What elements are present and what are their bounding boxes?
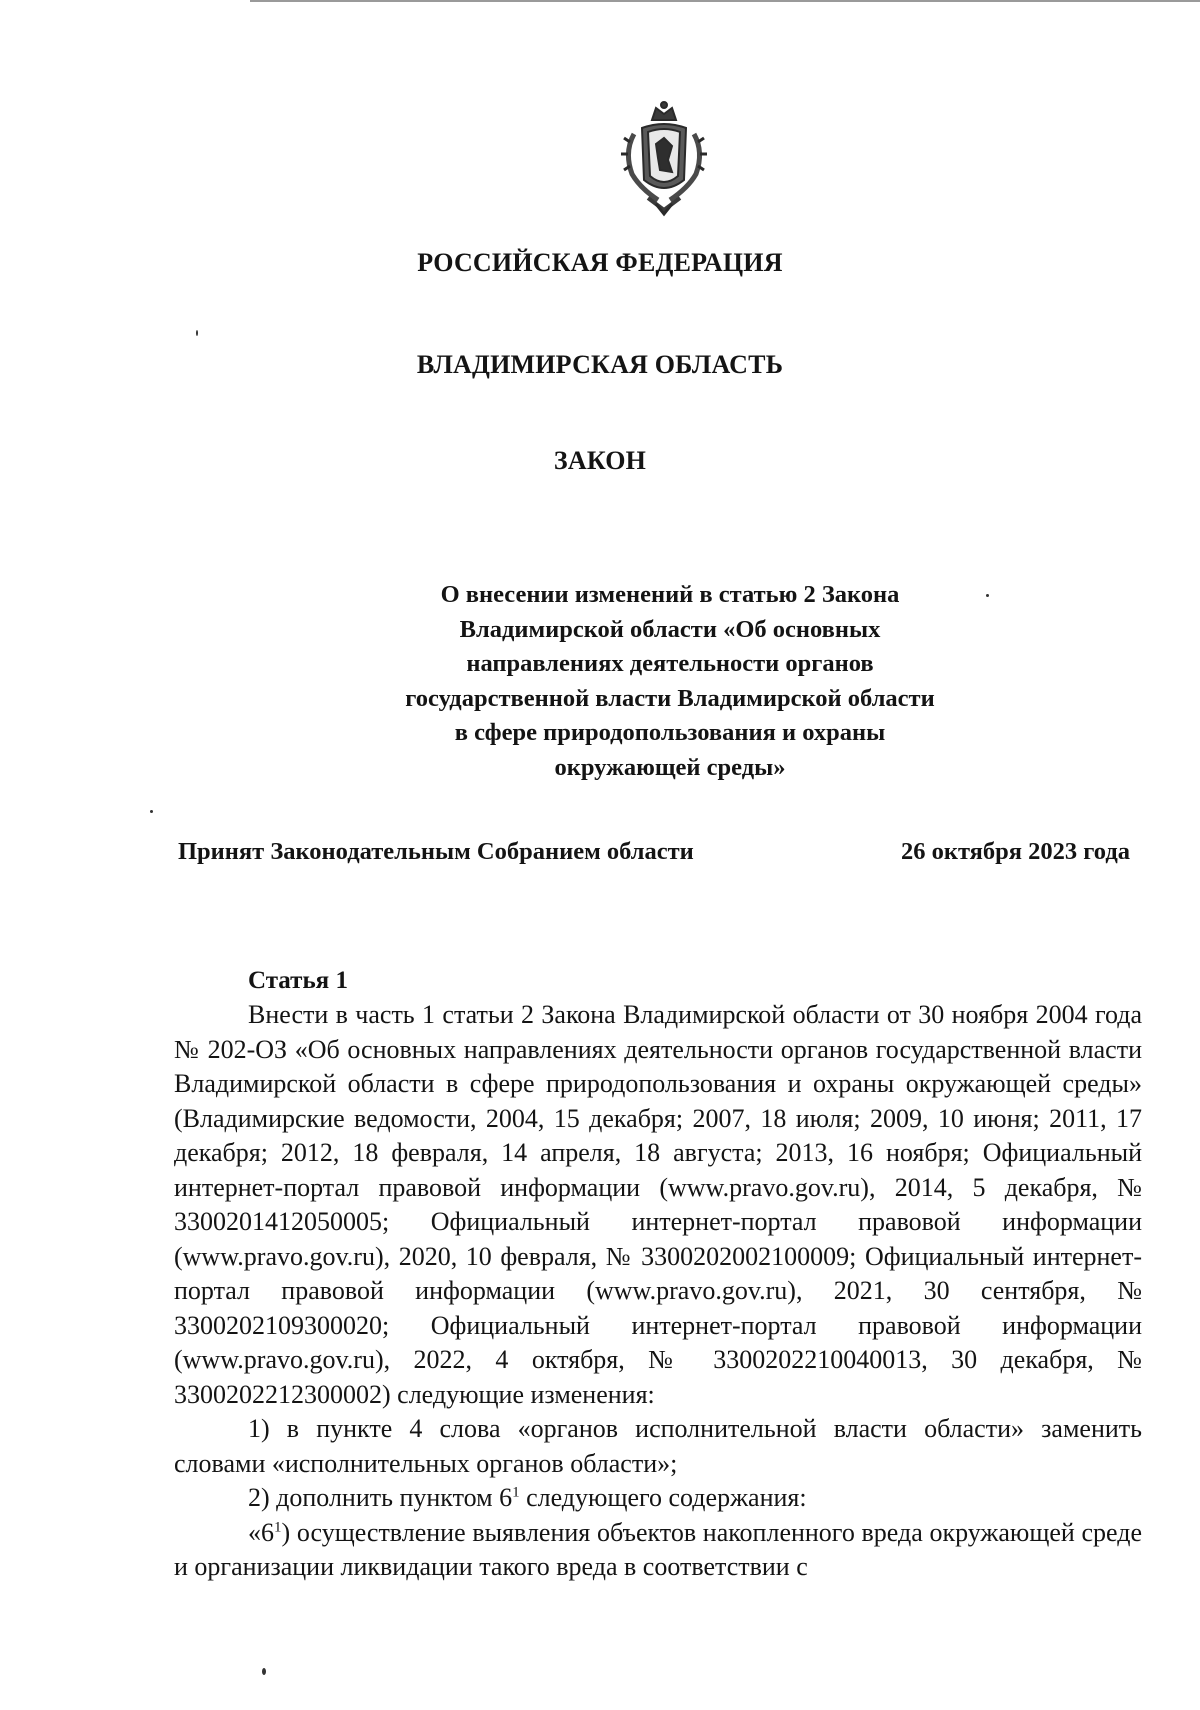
new-point-open: «6 (248, 1517, 274, 1547)
article-title: Статья 1 (248, 967, 348, 994)
document-type-heading: ЗАКОН (553, 446, 647, 475)
scan-speck (196, 330, 198, 336)
scan-speck (262, 1668, 266, 1675)
article-1 (174, 964, 1142, 1585)
superscript: 1 (274, 1518, 282, 1535)
scan-speck (150, 810, 153, 813)
adoption-label: Принят Законодательным Собранием области (178, 838, 694, 865)
region-heading: ВЛАДИМИРСКАЯ ОБЛАСТЬ (416, 350, 784, 379)
amendment-item-1: 1) в пункте 4 слова «органов исполнительной власти области» заменить словами «исполнительных органов области»; (174, 1414, 1142, 1478)
scan-speck (986, 594, 989, 597)
law-title-line: О внесении изменений в статью 2 Закона (440, 581, 900, 608)
law-title-line: Владимирской области «Об основных (459, 615, 881, 643)
adoption-line (178, 838, 1130, 866)
coat-of-arms-emblem (612, 98, 716, 218)
superscript: 1 (512, 1484, 520, 1501)
adoption-date: 26 октября 2023 года (900, 838, 1130, 865)
amendment-item-2 (174, 1481, 1142, 1516)
new-point-6-1 (174, 1516, 1142, 1585)
law-title-line: государственной власти Владимирской области (405, 684, 935, 712)
scan-top-edge (250, 0, 1200, 2)
article-intro-paragraph: Внести в часть 1 статьи 2 Закона Владимирской области от 30 ноября 2004 года № 202-ОЗ «Об основных направлениях деятельности органов государственной власти Владимирской области в сфере природопользования и охраны окружающей среды» (Владимирские ведомости, 2004, 15 декабря; 2007, 18 июля; 2009, 10 июня; 2011, 17 декабря; 2012, 18 февраля, 14 апреля, 18 августа; 2013, 16 ноября; Официальный интернет-портал правовой информации (www.pravo.gov.ru), 2014, 5 декабря, № 3300201412050005; Официальный интернет-портал правовой информации (www.pravo.gov.ru), 2020, 10 февраля, № 3300202002100009; Официальный интернет-портал правовой информации (www.pravo.gov.ru), 2021, 30 сентября, № 3300202109300020; Официальный интернет-портал правовой информации (www.pravo.gov.ru), 2022, 4 октября, № 3300202210040013, 30 декабря, № 3300202212300002) следующие изменения: (174, 1000, 1142, 1409)
item2-text-end: следующего содержания: (519, 1483, 807, 1512)
new-point-text: ) осуществление выявления объектов накопленного вреда окружающей среде и организации ликвидации такого вреда в соответствии с (174, 1517, 1142, 1581)
law-title-line: в сфере природопользования и охраны (454, 719, 886, 746)
country-heading: РОССИЙСКАЯ ФЕДЕРАЦИЯ (417, 248, 783, 277)
item2-text-start: 2) дополнить пунктом 6 (248, 1483, 513, 1512)
law-title-line: направлениях деятельности органов (466, 650, 874, 677)
law-title (330, 578, 1010, 785)
law-title-line: окружающей среды» (554, 753, 786, 781)
